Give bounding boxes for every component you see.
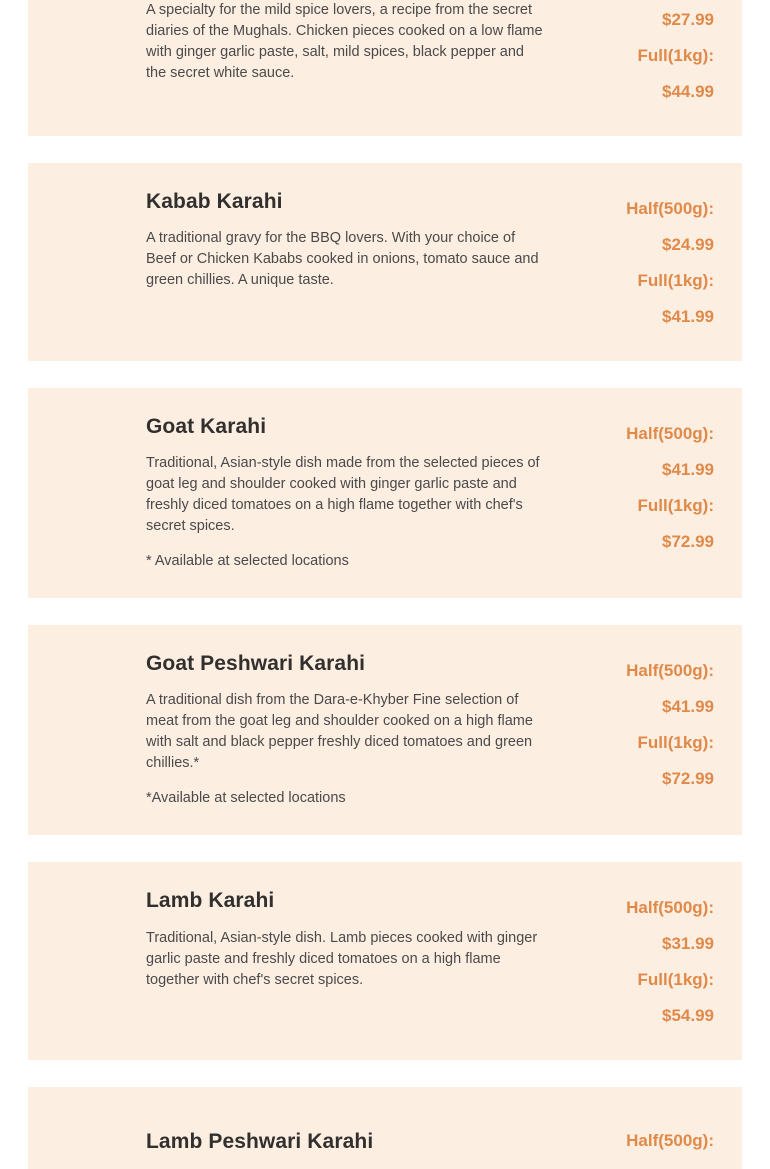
price-label: Half(500g): <box>626 1131 714 1151</box>
item-details <box>146 189 564 291</box>
menu-item-card[interactable] <box>28 862 742 1060</box>
item-title: Kabab Karahi <box>146 190 283 213</box>
price-label: Full(1kg): <box>637 271 714 290</box>
price-value: $72.99 <box>662 532 714 551</box>
item-title: Lamb Karahi <box>146 889 275 913</box>
price-value: $27.99 <box>662 10 714 29</box>
item-description: Traditional, Asian-style dish. Lamb pieces cooked with ginger garlic paste and freshly diced tomatoes on a high flame together with chef's secret spices. <box>146 929 538 988</box>
price-label: Full(1kg): <box>637 970 714 990</box>
item-image <box>28 414 146 572</box>
item-price-group <box>564 414 714 560</box>
item-note: * Available at selected locations <box>146 553 349 570</box>
item-image <box>28 1113 146 1168</box>
price-value: $24.99 <box>662 235 714 254</box>
price-value: $44.99 <box>662 82 714 101</box>
price-label: Half(500g): <box>626 199 714 218</box>
item-image <box>28 651 146 809</box>
price-value: $31.99 <box>662 934 714 954</box>
item-details <box>146 414 564 572</box>
item-title: Lamb Peshwari Karahi <box>146 1130 374 1154</box>
item-image <box>28 189 146 335</box>
price-label: Full(1kg): <box>637 733 714 753</box>
item-image <box>28 0 146 110</box>
item-details <box>146 888 564 990</box>
price-value: $41.99 <box>662 697 714 717</box>
menu-item-card[interactable] <box>28 0 742 136</box>
item-description: Traditional, Asian-style dish made from the selected pieces of goat leg and shoulder cooked with ginger garlic paste and freshly diced tomatoes on a high flame together with chef's secret spices. <box>146 455 540 535</box>
menu-item-card[interactable] <box>28 625 742 835</box>
item-details <box>146 1113 564 1168</box>
item-price-group <box>564 189 714 335</box>
item-description: A traditional gravy for the BBQ lovers. With your choice of Beef or Chicken Kababs cooked in onions, tomato sauce and green chillies. A unique taste. <box>146 230 539 289</box>
item-image <box>28 888 146 1034</box>
item-price-group <box>564 888 714 1034</box>
item-price-group <box>564 1113 714 1167</box>
price-label: Full(1kg): <box>637 46 714 65</box>
item-note: *Available at selected locations <box>146 790 346 807</box>
price-value: $41.99 <box>662 307 714 326</box>
item-price-group <box>564 651 714 797</box>
item-details <box>146 651 564 809</box>
price-value: $41.99 <box>662 460 714 479</box>
item-description: A specialty for the mild spice lovers, a recipe from the secret diaries of the Mughals. Chicken pieces cooked on a low flame with ginger garlic paste, salt, mild spices, black pepper and the secret white sauce. <box>146 2 543 81</box>
item-description: A traditional dish from the Dara-e-Khyber Fine selection of meat from the goat leg and shoulder cooked on a high flame with salt and black pepper freshly diced tomatoes and green chillies.* <box>146 692 533 772</box>
price-value: $54.99 <box>662 1006 714 1026</box>
price-label: Half(500g): <box>626 898 714 918</box>
price-value: $72.99 <box>662 769 714 789</box>
price-label: Half(500g): <box>626 424 714 443</box>
item-title: Goat Peshwari Karahi <box>146 652 366 676</box>
item-price-group <box>564 0 714 110</box>
item-title: Goat Karahi <box>146 415 267 438</box>
price-label: Half(500g): <box>626 661 714 681</box>
menu-item-card[interactable] <box>28 388 742 598</box>
item-details <box>146 0 564 84</box>
menu-item-card[interactable] <box>28 1087 742 1168</box>
price-label: Full(1kg): <box>637 496 714 515</box>
menu-item-card[interactable] <box>28 163 742 361</box>
